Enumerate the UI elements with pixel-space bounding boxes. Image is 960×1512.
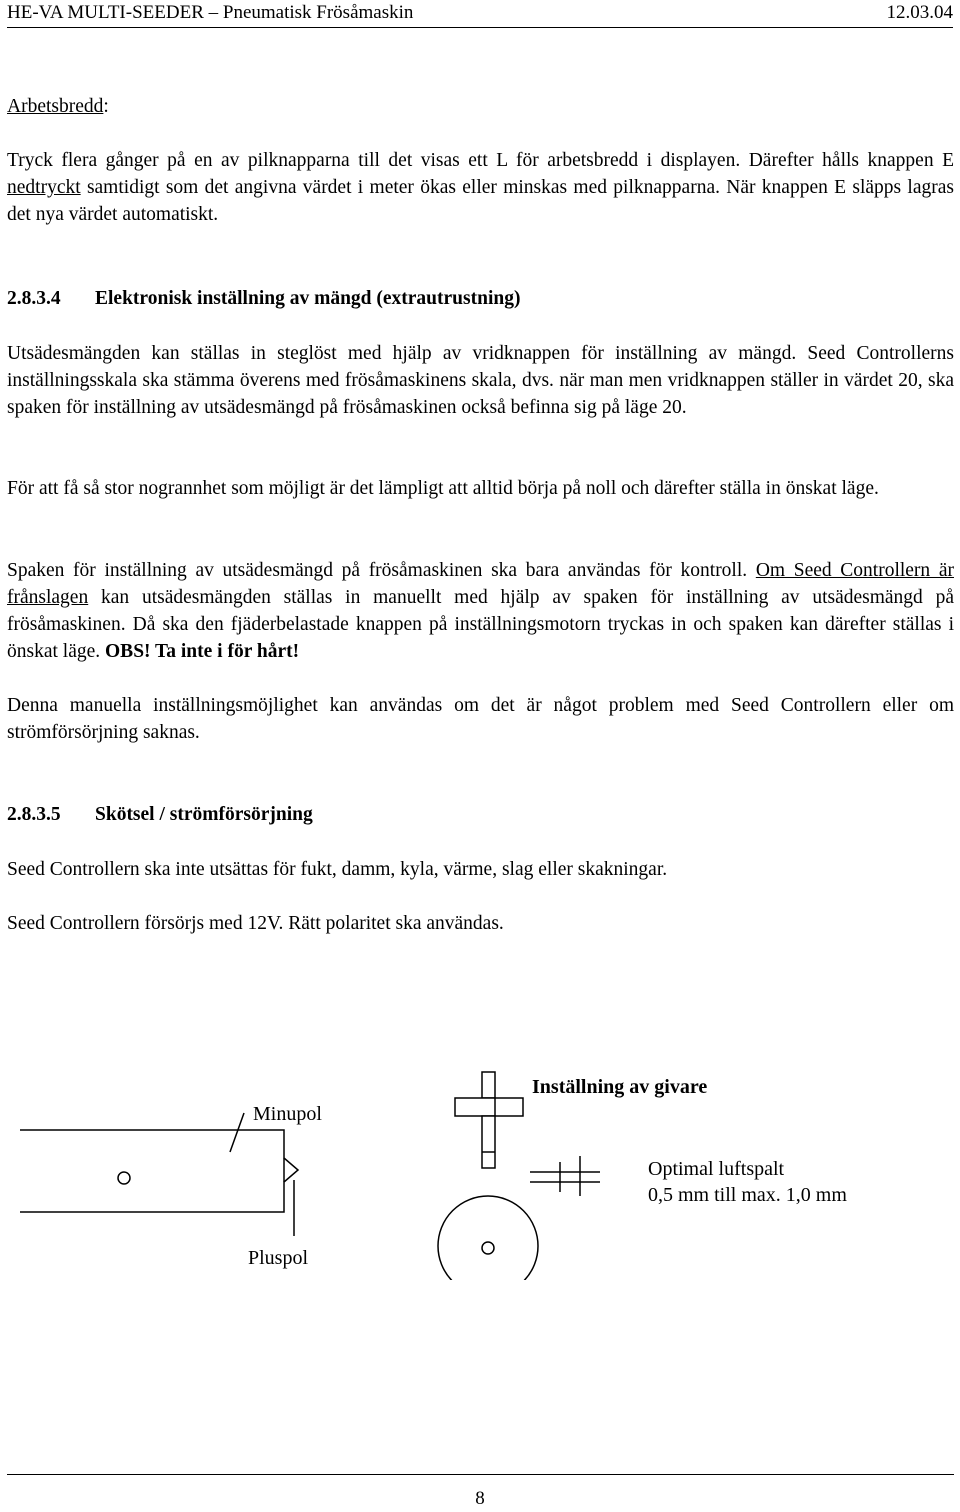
air-gap-marker xyxy=(530,1156,600,1196)
minus-pointer-line xyxy=(230,1113,244,1152)
sensor-mount xyxy=(455,1072,523,1168)
minus-pole-label: Minupol xyxy=(253,1103,322,1125)
air-gap-label-line2: 0,5 mm till max. 1,0 mm xyxy=(648,1184,847,1206)
section-2834-paragraph-3: Spaken för inställning av utsädesmängd på frösåmaskinen ska bara användas för kontroll. Om Seed Controllern är frånslagen kan utsädesmängden ställas in manuellt med hjälp av spaken för inställning av utsädesmängd på frösåmaskinen. Då ska den fjäderbelastade knappen på inställningsmotorn tryckas in och spaken kan därefter ställas i önskat läge. OBS! Ta inte i för hårt! xyxy=(7,560,954,662)
header-date: 12.03.04 xyxy=(886,2,953,23)
section-2835-heading: 2.8.3.5 Skötsel / strömförsörjning xyxy=(7,804,313,825)
page-number: 8 xyxy=(475,1488,485,1509)
header-rule xyxy=(7,27,953,28)
wheel-hub xyxy=(482,1242,494,1254)
sensor-wheel xyxy=(438,1196,538,1280)
section-2835-paragraph-1: Seed Controllern ska inte utsättas för fukt, damm, kyla, värme, slag eller skakningar. xyxy=(7,859,668,880)
header-title: HE-VA MULTI-SEEDER – Pneumatisk Frösåmaskin xyxy=(7,2,414,23)
section-2834-paragraph-1: Utsädesmängden kan ställas in steglöst med hjälp av vridknappen för inställning av mängd. Seed Controllerns inställningsskala ska stämma överens med frösåmaskinens skala, dvs. när man men vridknappen ställer in värdet 20, ska spaken för inställning av utsädesmängd på frösåmaskinen också befinna sig på läge 20. xyxy=(7,343,954,418)
section-2835-paragraph-2: Seed Controllern försörjs med 12V. Rätt polaritet ska användas. xyxy=(7,913,504,934)
plus-pole-label: Pluspol xyxy=(248,1247,309,1269)
page-header xyxy=(7,0,953,30)
arbetsbredd-heading: Arbetsbredd: xyxy=(7,96,109,117)
section-2834-paragraph-4: Denna manuella inställningsmöjlighet kan användas om det är något problem med Seed Controllern eller om strömförsörjning saknas. xyxy=(7,695,954,743)
sensor-diagram xyxy=(0,1060,960,1280)
section-2834-paragraph-2: För att få så stor nogrannhet som möjligt är det lämpligt att alltid börja på noll och därefter ställa in önskat läge. xyxy=(7,478,879,499)
section-2834-heading: 2.8.3.4 Elektronisk inställning av mängd (extrautrustning) xyxy=(7,288,521,309)
footer-rule xyxy=(7,1474,954,1475)
arbetsbredd-paragraph: Tryck flera gånger på en av pilknapparna till det visas ett L för arbetsbredd i displayen. Därefter hålls knappen E nedtryckt samtidigt som det angivna värdet i meter ökas eller minskas med pilknapparna. När knappen E släpps lagras det nya värdet automatiskt. xyxy=(7,150,954,225)
sensor-body xyxy=(20,1130,298,1212)
air-gap-label-line1: Optimal luftspalt xyxy=(648,1158,785,1180)
sensor-diagram-svg xyxy=(0,1060,960,1280)
diagram-title: Inställning av givare xyxy=(532,1076,708,1098)
